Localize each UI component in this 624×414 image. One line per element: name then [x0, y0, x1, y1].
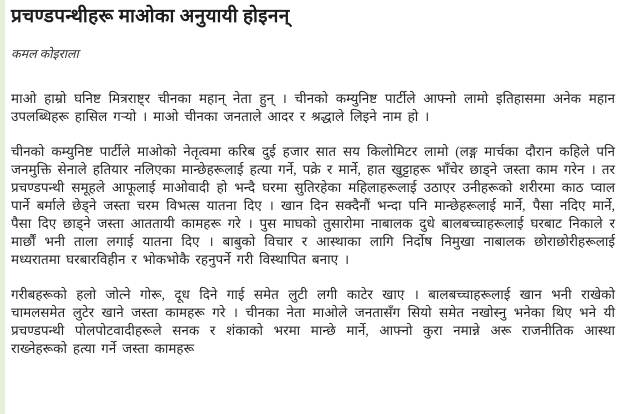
article-title: प्रचण्डपन्थीहरू माओका अनुयायी होइनन् — [11, 6, 290, 27]
article-content — [5, 0, 624, 414]
article-byline: कमल कोइराला — [11, 47, 79, 61]
article-paragraph-1: माओ हाम्रो घनिष्ट मित्रराष्ट्र चीनका महान् नेता हुन् । चीनको कम्युनिष्ट पार्टीले आफ्नो लामो इतिहासमा अनेक महान उपलब्धिहरू हासिल गऱ्यो । माओ चीनका जनताले आदर र श्रद्धाले लिइने नाम हो । — [11, 91, 615, 124]
article-paragraph-3: गरीबहरूको हलो जोत्ने गोरू, दूध दिने गाई समेत लुटी लगी काटेर खाए । बालबच्चाहरूलाई खान भनी राखेको चामलसमेत लुटेर खाने जस्ता कामहरू गरे । चीनका नेता माओले जनतासँग सियो समेत नखोस्नु भनेका थिए भने यी प्रचण्डपन्थी पोलपोटवादीहरूले सनक र शंकाको भरमा मान्छे मार्ने, आफ्नो कुरा नमान्ने अरू राजनीतिक आस्था राख्नेहरूको हत्या गर्ने जस्ता कामहरू — [11, 287, 615, 356]
article-paragraph-2: चीनको कम्युनिष्ट पार्टीले माओको नेतृत्वमा करिब दुई हजार सात सय किलोमिटर लामो (लङ्ग मार्चका दौरान कहिले पनि जनमुक्ति सेनाले हतियार नलिएका मान्छेहरूलाई हत्या गर्ने, पक्रे र मार्ने, हात खुट्टाहरू भाँचेर छाड्ने जस्ता काम गरेन । तर प्रचण्डपन्थी समूहले आफूलाई माओवादी हो भन्दै घरमा सुतिरहेका महिलाहरूलाई उठाएर उनीहरूको शरीरमा काठ प्वाल पार्ने बर्माले छेड्ने जस्ता चरम विभत्स यातना दिए । खान दिन सक्दैनौं भन्दा पनि मान्छेहरूलाई मार्ने, पैसा नदिए मार्ने, पैसा दिए छाड्ने जस्ता आततायी कामहरू गरे । पुस माघको तुसारोमा नाबालक दुधे बालबच्चाहरूलाई घरबाट निकाले र मार्छौं भनी ताला लगाई यातना दिए । बाबुको विचार र आस्थाका लागि निर्दोष निमुखा नाबालक छोराछोरीहरूलाई मध्यरातमा घरबारविहीन र भोकभोकै रहनुपर्ने गरी विस्थापित बनाए । — [11, 144, 615, 267]
